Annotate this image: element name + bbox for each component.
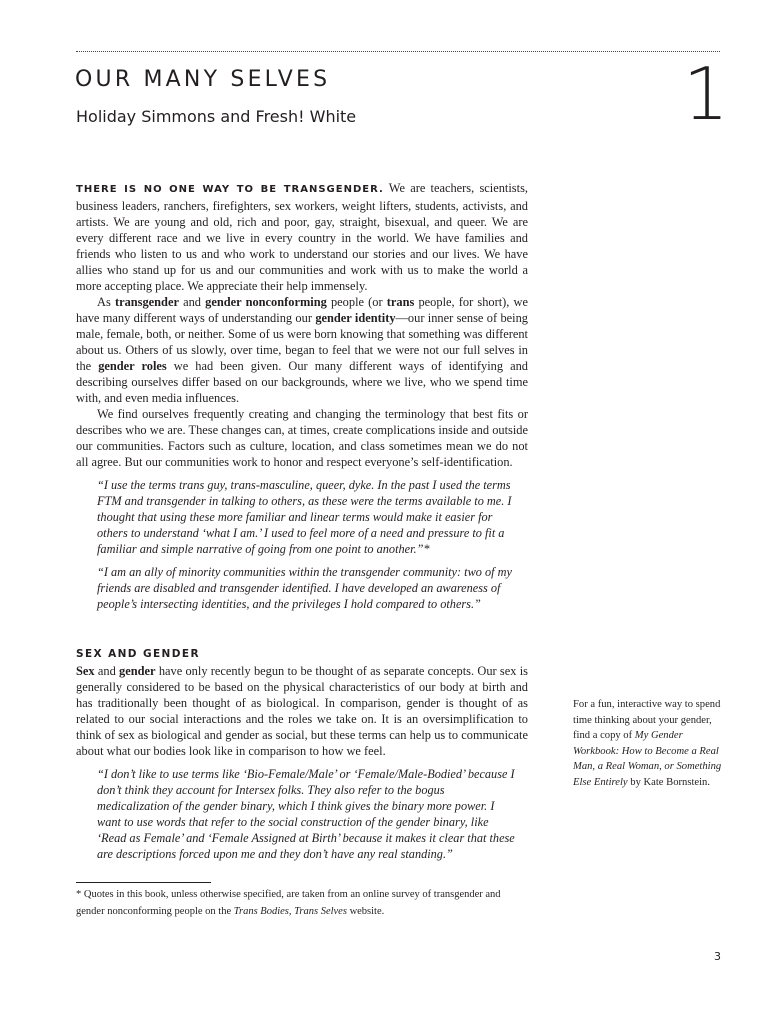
sex-gender-paragraph bbox=[76, 663, 528, 759]
sg-text-2: have only recently begun to be thought of as separate concepts. Our sex is generally considered to be based on the physical characteristics of our body at birth and has traditionally been thought of as biological. In comparison, gender is thought of as related to our social interactions and the roles we take on. It is an oversimplification to think of sex as biological and gender as social, but these terms can help us to communicate about what our bodies look like in comparison to how we feel. bbox=[76, 664, 528, 758]
term-gender-nonconforming: gender nonconforming bbox=[205, 295, 327, 309]
footnote-text-a: * Quotes in this book, unless otherwise specified, are taken from an online survey of transgender and gender nonconforming people on the bbox=[76, 889, 501, 917]
intro-paragraph-1 bbox=[76, 180, 528, 294]
footnote-site-name: Trans Bodies, Trans Selves bbox=[233, 906, 347, 917]
term-trans: trans bbox=[386, 295, 415, 309]
intro-paragraph-3: We find ourselves frequently creating and changing the terminology that best fits or describes who we are. These changes can, at times, create complications inside and outside our communities. Factors such as culture, location, and class sometimes mean we do not all agree. But our communities work to honor and respect everyone’s self-identification. bbox=[76, 407, 528, 469]
footnote-text-b: website. bbox=[346, 906, 385, 917]
sidebar-text-b: by Kate Bornstein. bbox=[627, 776, 711, 788]
chapter-authors: Holiday Simmons and Fresh! White bbox=[76, 107, 357, 126]
term-gender-roles: gender roles bbox=[98, 359, 167, 373]
p2-text-a: As bbox=[97, 295, 115, 309]
term-transgender: transgender bbox=[114, 295, 179, 309]
sidebar-book-title: My Gender Workbook: How to Become a Real Man, a Real Woman, or Something Else Entirely bbox=[573, 730, 722, 788]
section-heading-sex-and-gender: SEX AND GENDER bbox=[76, 648, 200, 660]
sidebar-text-a: For a fun, interactive way to spend time thinking about your gender, find a copy of bbox=[573, 699, 721, 741]
lead-in: THERE IS NO ONE WAY TO BE TRANSGENDER. bbox=[76, 184, 384, 195]
main-text-column bbox=[76, 180, 528, 862]
p2-text-d: people (or bbox=[326, 295, 387, 309]
intro-paragraph-2 bbox=[76, 294, 528, 406]
p2-text-c: and bbox=[178, 295, 206, 309]
chapter-number: 1 bbox=[683, 52, 729, 136]
p2-text-f: —our inner sense of being male, female, both, or neither. Some of us were born knowing that something was different about us. Others of us slowly, over time, began to feel that we were not our full selves in the bbox=[76, 311, 528, 373]
p2-text-g: we had been given. Our many different ways of identifying and describing ourselves differ based on our backgrounds, where we live, who we spend time with, and even media influences. bbox=[76, 359, 528, 405]
quote-2: “I am an ally of minority communities within the transgender community: two of my friends are disabled and transgender identified. I have developed an awareness of people’s intersecting identities, and the privileges I hold compared to others.” bbox=[97, 565, 512, 611]
quote-1: “I use the terms trans guy, trans-masculine, queer, dyke. In the past I used the terms FTM and transgender in talking to others, as these were the terms available to me. I thought that using these more familiar and linear terms would make it easier for others to understand ‘what I am.’ I used to feel more of a need and pressure to fit a familiar and simple narrative of going from one point to another.”* bbox=[97, 478, 512, 556]
chapter-title: OUR MANY SELVES bbox=[75, 67, 331, 92]
intro-p1-text: We are teachers, scientists, business leaders, ranchers, firefighters, sex workers, weight lifters, students, activists, and artists. We are young and old, rich and poor, gay, straight, bisexual, and queer. We are every different race and we live in every country in the world. We have families and friends who listen to us and who work to understand our stories and our lives. We have allies who stand up for us and our communities and work with us to make the world a more accepting place. We appreciate their help immensely. bbox=[76, 181, 528, 293]
footnote bbox=[76, 886, 528, 920]
sg-text-1: and bbox=[94, 664, 120, 678]
sidebar-note bbox=[573, 697, 723, 790]
term-gender: gender bbox=[119, 664, 156, 678]
header-dotted-rule bbox=[76, 51, 720, 52]
page-number: 3 bbox=[714, 950, 721, 963]
p2-text-e: people, for short), we have many different ways of understanding our bbox=[76, 295, 528, 325]
quote-3: “I don’t like to use terms like ‘Bio-Female/Male’ or ‘Female/Male-Bodied’ because I don’t think they account for Intersex folks. They also refer to the bogus medicalization of the gender binary, which I think gives the binary more power. I want to use words that refer to the social construction of the gender binary, like ‘Read as Female’ and ‘Female Assigned at Birth’ because it makes it clear that these are descriptions forced upon me and they don’t have any real standing.” bbox=[97, 767, 515, 861]
term-sex: Sex bbox=[76, 664, 95, 678]
footnote-rule bbox=[76, 882, 211, 883]
term-gender-identity: gender identity bbox=[315, 311, 396, 325]
